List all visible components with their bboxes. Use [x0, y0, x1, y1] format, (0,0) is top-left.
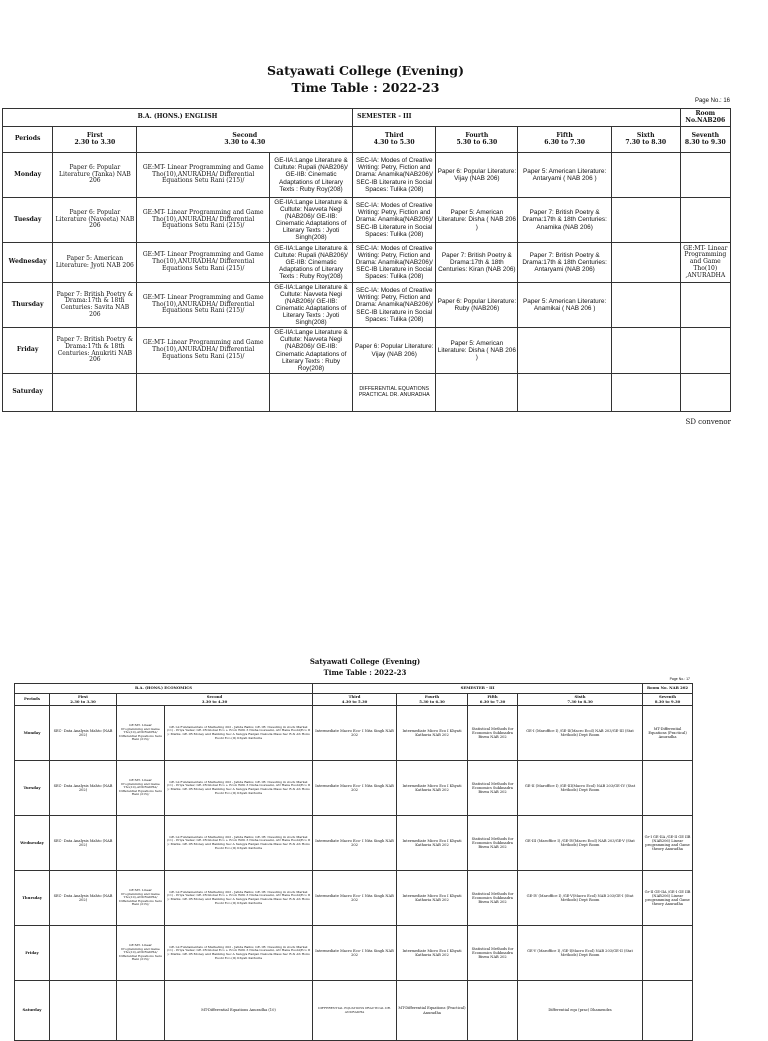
- cell: Intermediate Macro Eco- I Nita Singh NAB 202: [313, 706, 397, 761]
- table-row: [15, 871, 693, 926]
- cell: GE-IIA:Lange Literature & Cultute: Rupali (NAB206)/ GE-IIB: Cinematic Adaptations of Literary Texts : Ruby Roy(208): [269, 243, 352, 283]
- period-second: Second 3.30 to 4.30: [117, 694, 313, 706]
- cell: Statistical Methods for Economics Sukhnadra Biswa NAB 202: [468, 926, 518, 981]
- cell: Paper 7: British Poetry & Drama:17th & 18th Centuries: Kiran (NAB 206): [436, 243, 518, 283]
- cell: GE-1A:Fundamentals of Marketing 202 - Jatida Baibu; GE-1B: Investing in stock Market (11) - Priya Yadav; GE-1B:Global Eco + Econ With 3 Nisha Goswami, AN Hana Esobl(Eco II ); Marks. GE-1B:Money and Banking Sec A Sangya Ranjan Nakoda Mass Sec B & AS Hons Esobl Eco (II) Khyati Kathuria: [165, 706, 313, 761]
- cell: Paper 5: American Literature: Anamikai ( NAB 206 ): [518, 283, 611, 328]
- cell: GE-1A:Fundamentals of Marketing 202 - Jatida Baibu; GE-1B: Investing in stock Market (11) - Priya Yadav; GE-1B:Global Eco + Econ With 3 Nisha Goswami, AN Hana Esobl(Eco II ); Marks. GE-1B:Money and Banking Sec A Sangya Ranjan Nakoda Mass Sec B & AS Hons Esobl Eco (II) Khyati Kathuria: [165, 816, 313, 871]
- day-label: Wednesday: [3, 243, 53, 283]
- period-fifth: Fifth 6.30 to 7.30: [518, 127, 611, 153]
- cell: [269, 374, 352, 412]
- period-first: First 2.30 to 3.30: [50, 694, 117, 706]
- semester-label: SEMESTER - III: [313, 684, 643, 694]
- day-label: Wednesday: [15, 816, 50, 871]
- cell: [680, 153, 730, 198]
- period-third: Third 4.30 to 5.30: [313, 694, 397, 706]
- cell: SEC-IA: Modes of Creative Writing: Petry, Fiction and Drama: Anamika(NAB206)/ SEC-IB Literature in Social Spaces: Tulika (208): [353, 243, 436, 283]
- cell: Intermediate Macro Eco- I Nita Singh NAB 202: [313, 926, 397, 981]
- table-row: [3, 198, 731, 243]
- cell: Intermediate Micro Eco I Khyati Kathuria NAB 202: [397, 926, 468, 981]
- day-label: Friday: [3, 328, 53, 374]
- cell: DIFFERENTIAL EQUATIONS PRACTICAL DR. ANURADHA: [313, 981, 397, 1041]
- cell: Gr-II GE-IIA /GE-I GE IIB (NAB206) Linear programming and Game theory Anuradha: [643, 871, 693, 926]
- period-fifth: Fifth 6.30 to 7.30: [468, 694, 518, 706]
- cell: Gr-I GE-IIA /GE-II GE IIB (NAB206) Linear programming and Game theory Anuradha: [643, 816, 693, 871]
- cell: Paper 5: American Literature: Disha ( NAB 206 ): [436, 328, 518, 374]
- cell: Intermediate Micro Eco I Khyati Kathuria NAB 202: [397, 816, 468, 871]
- cell: MT-Differential Equations (Practical) Anuradha: [397, 981, 468, 1041]
- cell: SEC- Data Analysis Mahto (NAB 202): [50, 761, 117, 816]
- cell: [611, 283, 680, 328]
- cell: [680, 374, 730, 412]
- period-header-row: [15, 694, 693, 706]
- economics-timetable: [14, 683, 693, 1041]
- cell: SEC-IA: Modes of Creative Writing: Petry, Fiction and Drama: Anamika(NAB206)/ SEC-IB Literature in Social Spaces: Tulika (208): [353, 153, 436, 198]
- cell: GE-III (Maroffice I) /GE-IV(Macro Ecol) NAB 203/GE-V (Stat Methods) Dept Room: [518, 816, 643, 871]
- cell: GE-1A:Fundamentals of Marketing 202 - Jatida Baibu; GE-1B: Investing in stock Market (11) - Priya Yadav; GE-1B:Global Eco + Econ With 3 Nisha Goswami, AN Hana Esobl(Eco II ); Marks. GE-1B:Money and Banking Sec A Sangya Ranjan Nakoda Mass Sec B & AS Hons Esobl Eco (II) Khyati Kathuria: [165, 761, 313, 816]
- period-sixth: Sixth 7.30 to 8.30: [611, 127, 680, 153]
- cell: GE-I (Maroffice I) /GE-II(Macro Ecol) NAB 203/GE-III (Stat Methods) Dept Room: [518, 706, 643, 761]
- cell: GE:MT- Linear Programming and Game Tho(10) ,ANURADHA: [680, 243, 730, 283]
- period-seventh: Seventh 8.30 to 9.30: [643, 694, 693, 706]
- table-row: [15, 816, 693, 871]
- page-number: Page No.: 17: [669, 677, 690, 681]
- cell: [436, 374, 518, 412]
- cell: SEC- Data Analysis Mahto (NAB 202): [50, 816, 117, 871]
- table-row: [3, 153, 731, 198]
- cell: Intermediate Micro Eco I Khyati Kathuria NAB 202: [397, 706, 468, 761]
- period-sixth: Sixth 7.30 to 8.30: [518, 694, 643, 706]
- cell: [50, 981, 117, 1041]
- cell: Paper 7: British Poetry & Drama:17th & 18th Centuries: Anukriti NAB 206: [53, 328, 137, 374]
- cell: Paper 5: American Literature: Disha ( NAB 206 ): [436, 198, 518, 243]
- english-timetable: [2, 108, 731, 412]
- day-label: Saturday: [3, 374, 53, 412]
- cell: [518, 374, 611, 412]
- table-row: [3, 328, 731, 374]
- cell: [468, 981, 518, 1041]
- semester-label: SEMESTER - III: [353, 109, 681, 127]
- cell: Statistical Methods for Economics Sukhnadra Biswa NAB 202: [468, 816, 518, 871]
- cell: [611, 328, 680, 374]
- day-label: Monday: [15, 706, 50, 761]
- day-label: Tuesday: [15, 761, 50, 816]
- cell: SEC- Data Analysis Mahto (NAB 202): [50, 871, 117, 926]
- periods-label: Periods: [3, 127, 53, 153]
- day-label: Friday: [15, 926, 50, 981]
- cell: Paper 6: Popular Literature: Vijay (NAB 206): [353, 328, 436, 374]
- cell: GE:MT- Linear Programming and Game Tho(10),ANURADHA/ Differential Equations Setu Rani (215)/: [117, 761, 165, 816]
- cell: [680, 328, 730, 374]
- cell: Paper 5: American Literature: Jyoti NAB 206: [53, 243, 137, 283]
- period-fourth: Fourth 5.30 to 6.30: [436, 127, 518, 153]
- cell: [611, 243, 680, 283]
- day-label: Saturday: [15, 981, 50, 1041]
- cell: [137, 374, 269, 412]
- cell: [117, 816, 165, 871]
- cell: GE-IV (Maroffice I) /GE-V(Macro Ecol) NAB 203/GE-I (Stat Methods) Dept Room: [518, 871, 643, 926]
- period-fourth: Fourth 5.30 to 6.30: [397, 694, 468, 706]
- cell: GE:MT- Linear Programming and Game Tho(10),ANURADHA/ Differential Equations Setu Rani (215)/: [117, 871, 165, 926]
- period-header-row: [3, 127, 731, 153]
- cell: Statistical Methods for Economics Sukhnadra Biswa NAB 202: [468, 871, 518, 926]
- cell: GE-II (Maroffice I) /GE-III(Macro Ecol) NAB 203/GE-IV (Stat Methods) Dept Room: [518, 761, 643, 816]
- cell: DIFFERENTIAL EQUATIONS PRACTICAL DR. ANURADHA: [353, 374, 436, 412]
- college-title: Satyawati College (Evening): [309, 657, 421, 666]
- course-header-row: [15, 684, 693, 694]
- cell: Statistical Methods for Economics Sukhnadra Biswa NAB 202: [468, 706, 518, 761]
- page-number: Page No.: 16: [694, 98, 730, 104]
- cell: SEC-IA: Modes of Creative Writing: Petry, Fiction and Drama: Anamika(NAB206)/ SEC-IB Literature in Social Spaces: Tulika (208): [353, 198, 436, 243]
- cell: GE:MT- Linear Programming and Game Tho(10),ANURADHA/ Differential Equations Setu Rani (215)/: [117, 926, 165, 981]
- table-row: [15, 706, 693, 761]
- cell: Paper 6: Popular Literature (Tanka) NAB 206: [53, 153, 137, 198]
- cell: Paper 6: Popular Literature (Naveeta) NAB 206: [53, 198, 137, 243]
- cell: GE-1A:Fundamentals of Marketing 202 - Jatida Baibu; GE-1B: Investing in stock Market (11) - Priya Yadav; GE-1B:Global Eco + Econ With 3 Nisha Goswami, AN Hana Esobl(Eco II ); Marks. GE-1B:Money and Banking Sec A Sangya Ranjan Nakoda Mass Sec B & AS Hons Esobl Eco (II) Khyati Kathuria: [165, 871, 313, 926]
- cell: GE-IIA:Lange Literature & Cultute: Navveta Negi (NAB206)/ GE-IIB: Cinematic Adaptations of Literary Texts : Jyoti Singh(208): [269, 283, 352, 328]
- cell: GE:MT- Linear Programming and Game Tho(10),ANURADHA/ Differential Equations Setu Rani (215)/: [137, 283, 269, 328]
- cell: Intermediate Macro Eco- I Nita Singh NAB 202: [313, 761, 397, 816]
- course-name: B.A. (HONS.) ECONOMICS: [15, 684, 313, 694]
- cell: SEC-IA: Modes of Creative Writing: Petry, Fiction and Drama: Anamika(NAB206)/ SEC-IB Literature in Social Spaces: Tulika (208): [353, 283, 436, 328]
- periods-label: Periods: [15, 694, 50, 706]
- table-row: [15, 761, 693, 816]
- table-row: [3, 283, 731, 328]
- period-second: Second 3.30 to 4.30: [137, 127, 353, 153]
- table-row: [15, 926, 693, 981]
- course-header-row: [3, 109, 731, 127]
- cell: [611, 153, 680, 198]
- cell: GE:MT- Linear Programming and Game Tho(10),ANURADHA/ Differential Equations Setu Rani (215)/: [117, 706, 165, 761]
- convenor-note: SD convenor: [685, 418, 731, 426]
- table-row: [3, 374, 731, 412]
- cell: Paper 7: British Poetry & Drama:17th & 18th Centuries: Savita NAB 206: [53, 283, 137, 328]
- cell: [611, 374, 680, 412]
- period-seventh: Seventh 8.30 to 9.30: [680, 127, 730, 153]
- cell: [643, 981, 693, 1041]
- room-number: Room No. NAB 202: [643, 684, 693, 694]
- cell: [518, 328, 611, 374]
- cell: GE:MT- Linear Programming and Game Tho(10),ANURADHA/ Differential Equations Setu Rani (215)/: [137, 243, 269, 283]
- cell: SEC- Data Analysis Mahto (NAB 202): [50, 706, 117, 761]
- cell: [643, 926, 693, 981]
- course-name: B.A. (HONS.) ENGLISH: [3, 109, 353, 127]
- day-label: Tuesday: [3, 198, 53, 243]
- cell: Paper 7: British Poetry & Drama:17th & 18th Centuries: Antaryami (NAB 206): [518, 243, 611, 283]
- timetable-title: Time Table : 2022-23: [323, 668, 407, 677]
- cell: MT-Differential Equations Anuradha (10): [165, 981, 313, 1041]
- college-title: Satyawati College (Evening): [266, 63, 464, 78]
- cell: [117, 981, 165, 1041]
- table-row: [3, 243, 731, 283]
- cell: Paper 6: Popular Literature: Vijay (NAB 206): [436, 153, 518, 198]
- cell: Paper 6: Popular Literature: Ruby (NAB206): [436, 283, 518, 328]
- cell: Paper 7: British Poetry & Drama:17th & 18th Centuries: Anamika (NAB 206): [518, 198, 611, 243]
- period-third: Third 4.30 to 5.30: [353, 127, 436, 153]
- cell: [680, 198, 730, 243]
- cell: [680, 283, 730, 328]
- cell: GE-V (Maroffice I) /GE-I(Macro Ecol) NAB 203/GE-II (Stat Methods) Dept Room: [518, 926, 643, 981]
- cell: GE:MT- Linear Programming and Game Tho(10),ANURADHA/ Differential Equations Setu Rani (215)/: [137, 198, 269, 243]
- timetable-title: Time Table : 2022-23: [291, 80, 440, 95]
- cell: Intermediate Micro Eco I Khyati Kathuria NAB 202: [397, 871, 468, 926]
- cell: GE-1A:Fundamentals of Marketing 202 - Jatida Baibu; GE-1B: Investing in stock Market (11) - Priya Yadav; GE-1B:Global Eco + Econ With 3 Nisha Goswami, AN Hana Esobl(Eco II ); Marks. GE-1B:Money and Banking Sec A Sangya Ranjan Nakoda Mass Sec B & AS Hons Esobl Eco (II) Khyati Kathuria: [165, 926, 313, 981]
- cell: [611, 198, 680, 243]
- period-first: First 2.30 to 3.30: [53, 127, 137, 153]
- cell: Paper 5: American Literature: Antaryami ( NAB 206 ): [518, 153, 611, 198]
- cell: MT-Differential Equations (Practical) Anuradha: [643, 706, 693, 761]
- cell: Intermediate Micro Eco I Khyati Kathuria NAB 202: [397, 761, 468, 816]
- cell: Differential equ (prac) Dhamendra: [518, 981, 643, 1041]
- cell: [643, 761, 693, 816]
- cell: [50, 926, 117, 981]
- day-label: Thursday: [3, 283, 53, 328]
- cell: GE:MT- Linear Programming and Game Tho(10),ANURADHA/ Differential Equations Setu Rani (215)/: [137, 153, 269, 198]
- cell: GE:MT- Linear Programming and Game Tho(10),ANURADHA/ Differential Equations Setu Rani (215)/: [137, 328, 269, 374]
- cell: [53, 374, 137, 412]
- table-row: [15, 981, 693, 1041]
- day-label: Thursday: [15, 871, 50, 926]
- cell: Statistical Methods for Economics Sukhnadra Biswa NAB 202: [468, 761, 518, 816]
- cell: GE-IIA:Lange Literature & Cultute: Rupali (NAB206)/ GE-IIB: Cinematic Adaptations of Literary Texts : Ruby Roy(208): [269, 153, 352, 198]
- cell: Intermediate Macro Eco- I Nita Singh NAB 202: [313, 816, 397, 871]
- cell: Intermediate Macro Eco- I Nita Singh NAB 202: [313, 871, 397, 926]
- day-label: Monday: [3, 153, 53, 198]
- room-number: Room No.NAB206: [680, 109, 730, 127]
- cell: GE-IIA:Lange Literature & Cultute: Navveta Negi (NAB206)/ GE-IIB: Cinematic Adaptations of Literary Texts : Ruby Roy(208): [269, 328, 352, 374]
- cell: GE-IIA:Lange Literature & Cultute: Navveta Negi (NAB206)/ GE-IIB: Cinematic Adaptations of Literary Texts : Jyoti Singh(208): [269, 198, 352, 243]
